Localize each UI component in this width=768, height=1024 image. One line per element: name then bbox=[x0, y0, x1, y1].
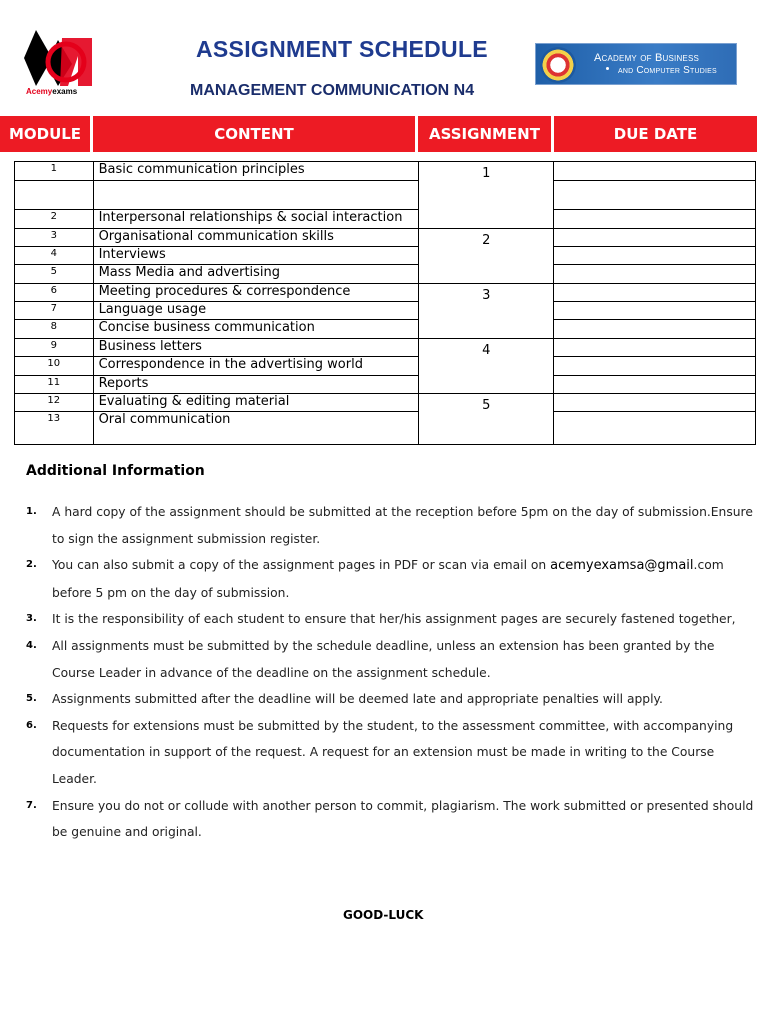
content-cell: Reports bbox=[93, 376, 419, 394]
content-cell bbox=[93, 181, 419, 210]
bullet-icon bbox=[606, 67, 609, 70]
module-cell: 12 bbox=[15, 394, 94, 412]
content-cell: Interviews bbox=[93, 247, 419, 265]
good-luck-text: GOOD-LUCK bbox=[343, 908, 424, 922]
module-cell: 3 bbox=[15, 229, 94, 247]
module-cell: 8 bbox=[15, 320, 94, 339]
schedule-table bbox=[14, 161, 756, 445]
col-header-module: MODULE bbox=[0, 116, 90, 152]
page-subtitle: MANAGEMENT COMMUNICATION N4 bbox=[190, 82, 475, 99]
module-cell: 2 bbox=[15, 210, 94, 229]
module-cell: 1 bbox=[15, 162, 94, 181]
module-cell: 5 bbox=[15, 265, 94, 284]
content-cell: Interpersonal relationships & social interaction bbox=[93, 210, 419, 229]
content-cell: Meeting procedures & correspondence bbox=[93, 284, 419, 302]
list-item: 3. It is the responsibility of each student to ensure that her/his assignment pages are securely fastened together, bbox=[26, 612, 736, 627]
table-row bbox=[15, 339, 756, 357]
due-date-cell[interactable] bbox=[554, 284, 756, 302]
module-cell: 4 bbox=[15, 247, 94, 265]
logo-text: Acemyexams bbox=[26, 87, 78, 96]
module-cell: 13 bbox=[15, 412, 94, 445]
content-cell: Concise business communication bbox=[93, 320, 419, 339]
assignment-cell: 2 bbox=[419, 229, 554, 284]
assignment-cell: 1 bbox=[419, 162, 554, 229]
table-row bbox=[15, 265, 756, 284]
col-header-assignment: ASSIGNMENT bbox=[418, 116, 551, 152]
module-cell: 9 bbox=[15, 339, 94, 357]
academy-banner bbox=[535, 43, 737, 85]
table-row bbox=[15, 162, 756, 181]
module-cell: 11 bbox=[15, 376, 94, 394]
due-date-cell[interactable] bbox=[554, 162, 756, 181]
table-row bbox=[15, 357, 756, 376]
content-cell: Business letters bbox=[93, 339, 419, 357]
list-item: 4. All assignments must be submitted by the schedule deadline, unless an extension has been granted by the Course Leader in advance of the deadline on the assignment schedule. bbox=[26, 638, 715, 680]
due-date-cell[interactable] bbox=[554, 302, 756, 320]
assignment-cell: 3 bbox=[419, 284, 554, 339]
due-date-cell[interactable] bbox=[554, 357, 756, 376]
content-cell: Language usage bbox=[93, 302, 419, 320]
due-date-cell[interactable] bbox=[554, 339, 756, 357]
list-item: 7. Ensure you do not or collude with another person to commit, plagiarism. The work submitted or presented should be genuine and original. bbox=[26, 798, 754, 840]
due-date-cell[interactable] bbox=[554, 247, 756, 265]
table-row bbox=[15, 320, 756, 339]
due-date-cell[interactable] bbox=[554, 181, 756, 210]
col-header-due-date: DUE DATE bbox=[554, 116, 757, 152]
table-row bbox=[15, 247, 756, 265]
banner-line-1: Academy of Business bbox=[594, 52, 700, 64]
table-row bbox=[15, 210, 756, 229]
banner-line-2: and Computer Studies bbox=[618, 65, 717, 76]
due-date-cell[interactable] bbox=[554, 376, 756, 394]
col-header-content: CONTENT bbox=[93, 116, 415, 152]
content-cell: Basic communication principles bbox=[93, 162, 419, 181]
table-row bbox=[15, 229, 756, 247]
table-row bbox=[15, 394, 756, 412]
list-item: 1. A hard copy of the assignment should be submitted at the reception before 5pm on the day of submission.Ensure to sign the assignment submission register. bbox=[26, 505, 753, 546]
table-row bbox=[15, 284, 756, 302]
table-row bbox=[15, 302, 756, 320]
due-date-cell[interactable] bbox=[554, 210, 756, 229]
content-cell: Correspondence in the advertising world bbox=[93, 357, 419, 376]
content-cell: Organisational communication skills bbox=[93, 229, 419, 247]
due-date-cell[interactable] bbox=[554, 265, 756, 284]
module-cell bbox=[15, 181, 94, 210]
table-row bbox=[15, 376, 756, 394]
due-date-cell[interactable] bbox=[554, 412, 756, 445]
table-row bbox=[15, 412, 756, 445]
page-title: ASSIGNMENT SCHEDULE bbox=[196, 36, 488, 62]
assignment-cell: 4 bbox=[419, 339, 554, 394]
academy-seal-icon bbox=[540, 47, 576, 83]
email-link[interactable]: acemyexamsa@gmail bbox=[550, 558, 694, 574]
module-cell: 10 bbox=[15, 357, 94, 376]
module-cell: 6 bbox=[15, 284, 94, 302]
content-cell: Oral communication bbox=[93, 412, 419, 445]
content-cell: Mass Media and advertising bbox=[93, 265, 419, 284]
additional-info-heading: Additional Information bbox=[26, 463, 205, 479]
list-item: 2. You can also submit a copy of the assignment pages in PDF or scan via email on acemyexamsa@gmail.com before 5 pm on the day of submission. bbox=[26, 558, 724, 600]
list-item: 6. Requests for extensions must be submitted by the student, to the assessment committee, with accompanying documentation in support of the request. A request for an extension must be made in writing to the Course Leader. bbox=[26, 718, 734, 786]
content-cell: Evaluating & editing material bbox=[93, 394, 419, 412]
due-date-cell[interactable] bbox=[554, 394, 756, 412]
due-date-cell[interactable] bbox=[554, 229, 756, 247]
module-cell: 7 bbox=[15, 302, 94, 320]
table-row bbox=[15, 181, 756, 210]
due-date-cell[interactable] bbox=[554, 320, 756, 339]
assignment-cell: 5 bbox=[419, 394, 554, 445]
list-item: 5. Assignments submitted after the deadline will be deemed late and appropriate penalties will apply. bbox=[26, 692, 663, 707]
info-list bbox=[26, 499, 756, 846]
